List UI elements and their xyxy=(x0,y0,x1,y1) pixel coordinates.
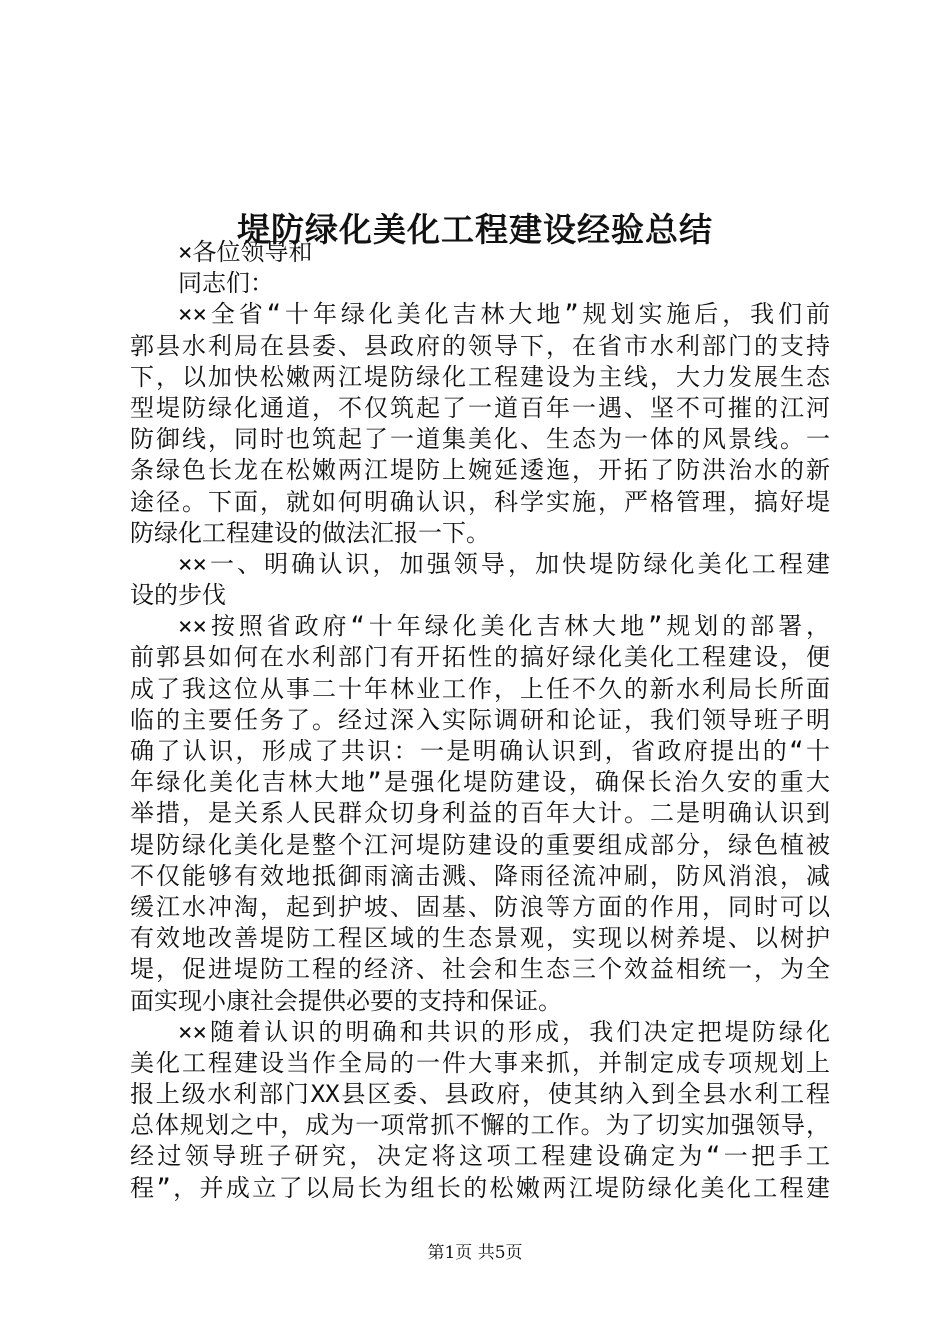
paragraph-planning-line: 堤，促进堤防工程的经济、社会和生态三个效益相统一，为全 xyxy=(130,955,830,984)
paragraph-intro-line: 型堤防绿化通道，不仅筑起了一道百年一遇、坚不可摧的江河 xyxy=(130,393,830,422)
paragraph-planning-line: 缓江水冲淘，起到护坡、固基、防浪等方面的作用，同时可以 xyxy=(130,892,830,921)
paragraph-intro-line: 防御线，同时也筑起了一道集美化、生态为一体的风景线。一 xyxy=(130,425,830,454)
paragraph-intro-line: 途径。下面，就如何明确认识，科学实施，严格管理，搞好堤 xyxy=(130,487,830,516)
paragraph-intro-line: 下，以加快松嫩两江堤防绿化工程建设为主线，大力发展生态 xyxy=(130,362,830,391)
paragraph-planning-line: 前郭县如何在水利部门有开拓性的搞好绿化美化工程建设，便 xyxy=(130,643,830,672)
paragraph-leadership-line: 程”，并成立了以局长为组长的松嫩两江堤防绿化美化工程建 xyxy=(130,1173,830,1202)
paragraph-planning-line: 临的主要任务了。经过深入实际调研和论证，我们领导班子明 xyxy=(130,705,830,734)
paragraph-intro-line: 郭县水利局在县委、县政府的领导下，在省市水利部门的支持 xyxy=(130,331,830,360)
section-heading-1-line: ××一、明确认识，加强领导，加快堤防绿化美化工程建 xyxy=(178,549,830,578)
paragraph-planning-line: 有效地改善堤防工程区域的生态景观，实现以树养堤、以树护 xyxy=(130,924,830,953)
salutation-line: ×各位领导和 xyxy=(178,238,313,266)
document-body xyxy=(130,237,830,1204)
paragraph-leadership-line: 报上级水利部门XX县区委、县政府，使其纳入到全县水利工程 xyxy=(130,1080,830,1109)
paragraph-planning-line: 举措，是关系人民群众切身利益的百年大计。二是明确认识到 xyxy=(130,799,830,828)
paragraph-intro-line: ××全省“十年绿化美化吉林大地”规划实施后，我们前 xyxy=(178,300,830,329)
paragraph-leadership-line: 美化工程建设当作全局的一件大事来抓，并制定成专项规划上 xyxy=(130,1048,830,1077)
paragraph-planning-line: 确了认识，形成了共识：一是明确认识到，省政府提出的“十 xyxy=(130,737,830,765)
section-heading-1-line: 设的步伐 xyxy=(130,581,226,610)
paragraph-planning-line: ××按照省政府“十年绿化美化吉林大地”规划的部署， xyxy=(178,612,830,641)
paragraph-planning-line: 面实现小康社会提供必要的支持和保证。 xyxy=(130,986,562,1015)
page-number: 第1页 共5页 xyxy=(427,1243,523,1263)
page-title: 堤防绿化美化工程建设经验总结 xyxy=(237,210,713,250)
paragraph-planning-line: 不仅能够有效地抵御雨滴击溅、降雨径流冲刷，防风消浪，减 xyxy=(130,861,830,890)
paragraph-planning-line: 堤防绿化美化是整个江河堤防建设的重要组成部分，绿色植被 xyxy=(130,830,830,859)
paragraph-planning-line: 年绿化美化吉林大地”是强化堤防建设，确保长治久安的重大 xyxy=(130,768,830,797)
paragraph-intro-line: 条绿色长龙在松嫩两江堤防上婉延逶迤，开拓了防洪治水的新 xyxy=(130,456,830,485)
paragraph-planning-line: 成了我这位从事二十年林业工作，上任不久的新水利局长所面 xyxy=(130,674,830,703)
paragraph-leadership-line: 经过领导班子研究，决定将这项工程建设确定为“一把手工 xyxy=(130,1142,830,1171)
paragraph-leadership-line: ××随着认识的明确和共识的形成，我们决定把堤防绿化 xyxy=(178,1017,830,1046)
paragraph-intro-line: 防绿化工程建设的做法汇报一下。 xyxy=(130,518,490,547)
salutation-line: 同志们： xyxy=(178,269,274,298)
paragraph-leadership-line: 总体规划之中，成为一项常抓不懈的工作。为了切实加强领导， xyxy=(130,1111,830,1140)
